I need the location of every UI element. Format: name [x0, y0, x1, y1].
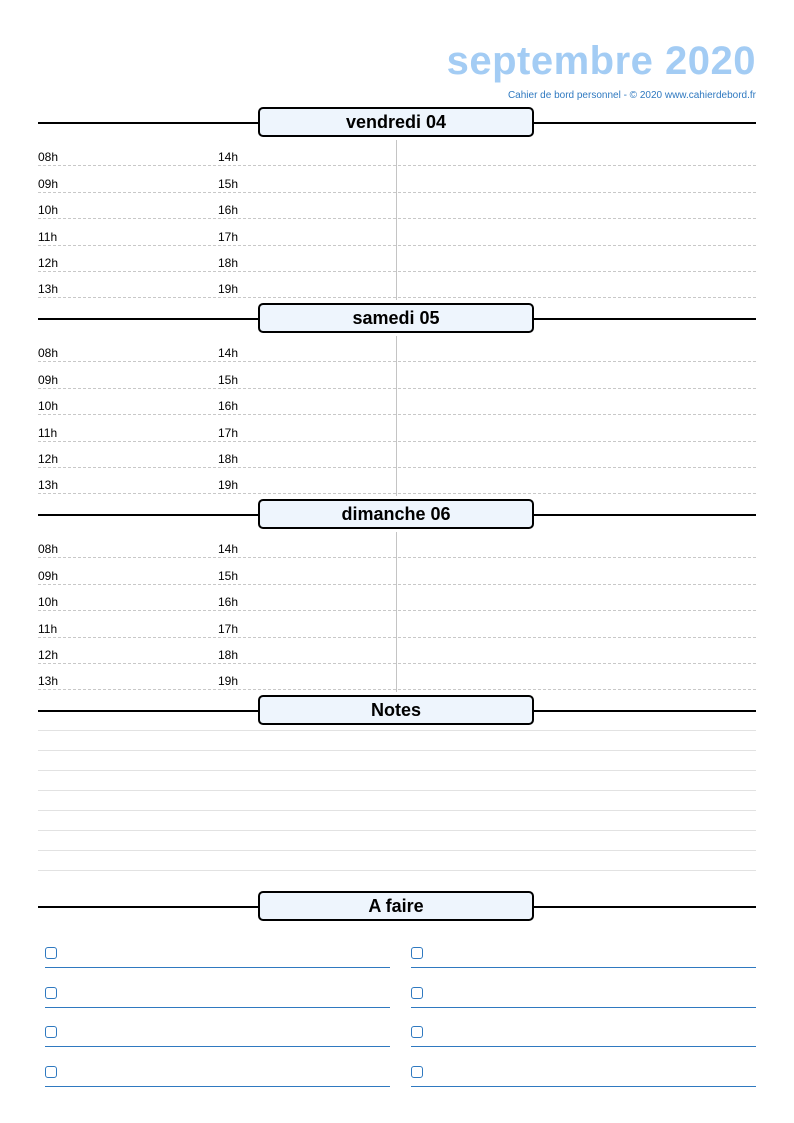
- time-label: 09h: [38, 372, 59, 387]
- todo-line: [45, 1046, 390, 1047]
- time-label: 14h: [218, 346, 239, 361]
- day-section: [38, 498, 756, 692]
- page-subtitle: Cahier de bord personnel - © 2020 www.cahierdebord.fr: [507, 90, 756, 101]
- note-line: [38, 770, 756, 771]
- todo-item[interactable]: [45, 980, 390, 1008]
- time-slot-row[interactable]: [38, 272, 756, 298]
- todo-checkbox[interactable]: [411, 987, 423, 999]
- todo-line: [45, 1007, 390, 1008]
- time-label: 13h: [38, 282, 59, 297]
- time-slot-row[interactable]: [38, 140, 756, 166]
- todo-checkbox[interactable]: [45, 947, 57, 959]
- todo-title: A faire: [258, 891, 534, 921]
- time-slot-row[interactable]: [38, 219, 756, 245]
- notes-header: [38, 694, 756, 728]
- time-label: 13h: [38, 478, 59, 493]
- time-slot-row[interactable]: [38, 558, 756, 584]
- todo-line: [411, 1007, 756, 1008]
- time-label: 17h: [218, 621, 239, 636]
- todo-checkbox[interactable]: [411, 1066, 423, 1078]
- todo-header: [38, 890, 756, 924]
- time-label: 11h: [38, 425, 58, 440]
- todo-item[interactable]: [411, 980, 756, 1008]
- time-label: 17h: [218, 229, 239, 244]
- time-label: 13h: [38, 674, 59, 689]
- todo-item[interactable]: [411, 940, 756, 968]
- time-label: 15h: [218, 372, 239, 387]
- time-label: 18h: [218, 255, 239, 270]
- day-schedule: [38, 140, 756, 300]
- todo-item[interactable]: [45, 1059, 390, 1087]
- time-slot-row[interactable]: [38, 362, 756, 388]
- time-label: 15h: [218, 568, 239, 583]
- time-label: 11h: [38, 229, 58, 244]
- notes-section: [38, 694, 756, 888]
- time-slot-row[interactable]: [38, 415, 756, 441]
- todo-checkbox[interactable]: [411, 947, 423, 959]
- time-label: 19h: [218, 282, 239, 297]
- time-label: 16h: [218, 595, 239, 610]
- day-section: [38, 302, 756, 496]
- todo-section: [38, 890, 756, 1094]
- time-label: 08h: [38, 542, 59, 557]
- note-line: [38, 870, 756, 871]
- day-title: samedi 05: [258, 303, 534, 333]
- time-label: 09h: [38, 568, 59, 583]
- time-slot-row[interactable]: [38, 664, 756, 690]
- time-slot-row[interactable]: [38, 611, 756, 637]
- notes-title: Notes: [258, 695, 534, 725]
- time-label: 09h: [38, 176, 59, 191]
- time-label: 12h: [38, 647, 59, 662]
- note-line: [38, 750, 756, 751]
- time-label: 19h: [218, 674, 239, 689]
- time-slot-row[interactable]: [38, 336, 756, 362]
- time-label: 16h: [218, 399, 239, 414]
- day-section: [38, 106, 756, 300]
- time-slot-row[interactable]: [38, 246, 756, 272]
- time-label: 08h: [38, 346, 59, 361]
- note-line: [38, 730, 756, 731]
- todo-item[interactable]: [45, 940, 390, 968]
- day-header: [38, 498, 756, 532]
- note-line: [38, 830, 756, 831]
- time-label: 19h: [218, 478, 239, 493]
- day-title: dimanche 06: [258, 499, 534, 529]
- time-label: 17h: [218, 425, 239, 440]
- day-header: [38, 302, 756, 336]
- time-slot-row[interactable]: [38, 638, 756, 664]
- time-slot-row[interactable]: [38, 532, 756, 558]
- page-title: septembre 2020: [446, 39, 756, 83]
- todo-item[interactable]: [411, 1059, 756, 1087]
- day-schedule: [38, 336, 756, 496]
- todo-line: [45, 967, 390, 968]
- time-label: 14h: [218, 150, 239, 165]
- time-slot-row[interactable]: [38, 193, 756, 219]
- time-label: 18h: [218, 451, 239, 466]
- day-header: [38, 106, 756, 140]
- todo-checkbox[interactable]: [45, 1066, 57, 1078]
- todo-list: [38, 924, 756, 1094]
- day-title: vendredi 04: [258, 107, 534, 137]
- note-line: [38, 810, 756, 811]
- todo-line: [411, 1046, 756, 1047]
- todo-checkbox[interactable]: [45, 987, 57, 999]
- todo-item[interactable]: [411, 1019, 756, 1047]
- todo-item[interactable]: [45, 1019, 390, 1047]
- time-label: 18h: [218, 647, 239, 662]
- time-slot-row[interactable]: [38, 468, 756, 494]
- note-line: [38, 790, 756, 791]
- time-label: 12h: [38, 451, 59, 466]
- time-label: 10h: [38, 595, 59, 610]
- time-slot-row[interactable]: [38, 389, 756, 415]
- time-label: 10h: [38, 203, 59, 218]
- time-label: 12h: [38, 255, 59, 270]
- todo-line: [411, 967, 756, 968]
- todo-checkbox[interactable]: [411, 1026, 423, 1038]
- notes-area[interactable]: [38, 728, 756, 888]
- time-slot-row[interactable]: [38, 585, 756, 611]
- note-line: [38, 850, 756, 851]
- time-label: 10h: [38, 399, 59, 414]
- time-label: 16h: [218, 203, 239, 218]
- time-label: 11h: [38, 621, 58, 636]
- time-slot-row[interactable]: [38, 166, 756, 192]
- day-schedule: [38, 532, 756, 692]
- time-label: 08h: [38, 150, 59, 165]
- time-label: 14h: [218, 542, 239, 557]
- todo-line: [411, 1086, 756, 1087]
- todo-checkbox[interactable]: [45, 1026, 57, 1038]
- todo-line: [45, 1086, 390, 1087]
- time-label: 15h: [218, 176, 239, 191]
- time-slot-row[interactable]: [38, 442, 756, 468]
